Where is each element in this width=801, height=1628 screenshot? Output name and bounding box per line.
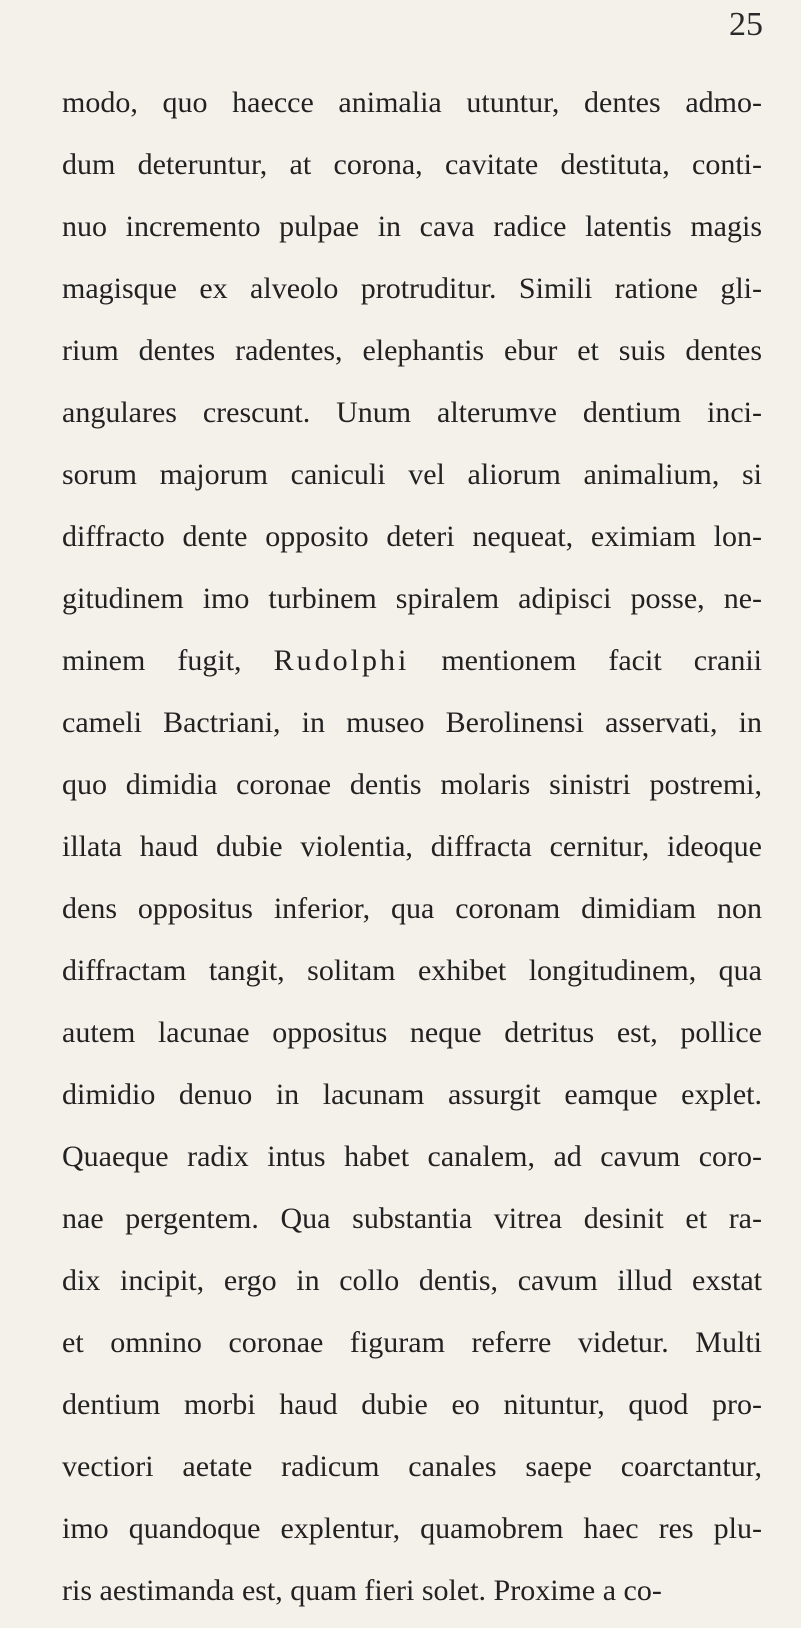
text-line: angulares crescunt. Unum alterumve dentium inci- (62, 396, 762, 429)
text-line: Quaeque radix intus habet canalem, ad cavum coro- (62, 1140, 762, 1173)
text-line: sorum majorum caniculi vel aliorum animalium, si (62, 458, 762, 491)
page-number: 25 (729, 6, 763, 43)
text-line: ris aestimanda est, quam fieri solet. Proxime a co- (62, 1574, 662, 1607)
text-line: dix incipit, ergo in collo dentis, cavum illud exstat (62, 1264, 762, 1297)
text-line: dentium morbi haud dubie eo nituntur, quod pro- (62, 1388, 762, 1421)
text-line: modo, quo haecce animalia utuntur, dentes admo- (62, 86, 762, 119)
text-line: illata haud dubie violentia, diffracta cernitur, ideoque (62, 830, 762, 863)
text-line: autem lacunae oppositus neque detritus est, pollice (62, 1016, 762, 1049)
text-line: imo quandoque explentur, quamobrem haec res plu- (62, 1512, 762, 1545)
text-line: gitudinem imo turbinem spiralem adipisci posse, ne- (62, 582, 762, 615)
text-line: diffractam tangit, solitam exhibet longitudinem, qua (62, 954, 762, 987)
text-line: nae pergentem. Qua substantia vitrea desinit et ra- (62, 1202, 762, 1235)
text-line: dimidio denuo in lacunam assurgit eamque explet. (62, 1078, 762, 1111)
body-text (62, 78, 762, 1628)
text-line: cameli Bactriani, in museo Berolinensi asservati, in (62, 706, 762, 739)
text-line: dens oppositus inferior, qua coronam dimidiam non (62, 892, 762, 925)
text-line: vectiori aetate radicum canales saepe coarctantur, (62, 1450, 762, 1483)
author-name-spaced: Rudolphi (273, 644, 410, 677)
text-line: quo dimidia coronae dentis molaris sinistri postremi, (62, 768, 762, 801)
text-line: nuo incremento pulpae in cava radice latentis magis (62, 210, 762, 243)
text-line: et omnino coronae figuram referre videtur. Multi (62, 1326, 762, 1359)
text-segment: mentionem facit cranii (409, 644, 762, 677)
text-segment: minem fugit, (62, 644, 274, 677)
text-line: dum deteruntur, at corona, cavitate destituta, conti- (62, 148, 762, 181)
text-line: rium dentes radentes, elephantis ebur et suis dentes (62, 334, 762, 367)
text-line: magisque ex alveolo protruditur. Simili ratione gli- (62, 272, 762, 305)
text-line: diffracto dente opposito deteri nequeat, eximiam lon- (62, 520, 762, 553)
text-line (62, 636, 762, 698)
